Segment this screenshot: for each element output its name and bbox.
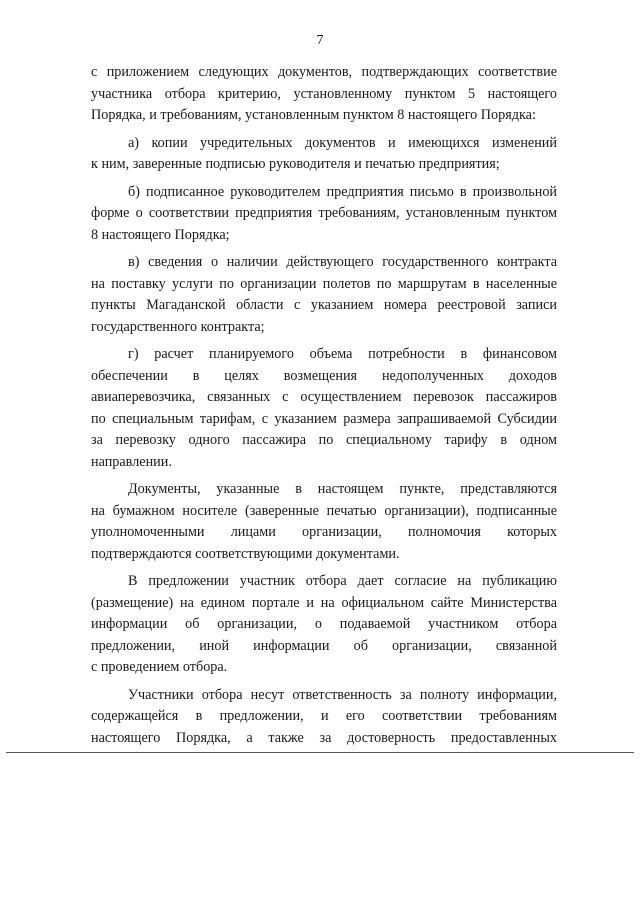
text-line: авиаперевозчика, связанных с осуществлением перевозок пассажиров [91,389,557,405]
text-line: информации об организации, о подаваемой участником отбора [91,616,557,632]
text-line: содержащейся в предложении, и его соответствии требованиям [91,708,557,724]
text-line: участника отбора критерию, установленному пунктом 5 настоящего [91,85,557,102]
text-line: (размещение) на едином портале и на официальном сайте Министерства [91,594,557,611]
text-line: а) копии учредительных документов и имеющихся изменений [128,134,557,151]
text-line: б) подписанное руководителем предприятия письмо в произвольной [128,183,557,200]
text-line: 8 настоящего Порядка; [91,226,230,243]
text-line: г) расчет планируемого объема потребности в финансовом [128,346,557,362]
page-number: 7 [316,33,324,48]
text-line: в) сведения о наличии действующего государственного контракта [128,254,557,270]
text-line: Участники отбора несут ответственность за полноту информации, [128,686,557,703]
text-line: подтверждаются соответствующими документами. [91,545,400,562]
text-line: по специальным тарифам, с указанием размера запрашиваемой Субсидии [91,410,557,427]
text-line: Порядка, и требованиям, установленным пунктом 8 настоящего Порядка: [91,107,536,123]
text-line: с приложением следующих документов, подтверждающих соответствие [91,64,557,80]
text-line: за перевозку одного пассажира по специальному тарифу в одном [91,432,557,448]
text-line: форме о соответствии предприятия требованиям, установленным пунктом [91,205,557,221]
text-line: обеспечении в целях возмещения недополученных доходов [91,367,557,384]
text-line: на бумажном носителе (заверенные печатью организации), подписанные [91,502,557,519]
text-line: уполномоченными лицами организации, полномочия которых [91,524,557,540]
text-line: государственного контракта; [91,318,265,335]
text-line: направлении. [91,453,172,470]
text-line: В предложении участник отбора дает согласие на публикацию [128,573,557,589]
page-divider [6,752,634,753]
text-line: пункты Магаданской области с указанием номера реестровой записи [91,297,557,313]
text-line: настоящего Порядка, а также за достоверность предоставленных [91,729,557,746]
text-line: с проведением отбора. [91,659,228,675]
text-line: к ним, заверенные подписью руководителя и печатью предприятия; [91,156,500,172]
document-body [91,62,557,749]
text-line: предложении, иной информации об организации, связанной [91,637,557,654]
text-line: Документы, указанные в настоящем пункте, представляются [128,481,557,497]
text-line: на поставку услуги по организации полетов по маршрутам в населенные [91,275,557,292]
